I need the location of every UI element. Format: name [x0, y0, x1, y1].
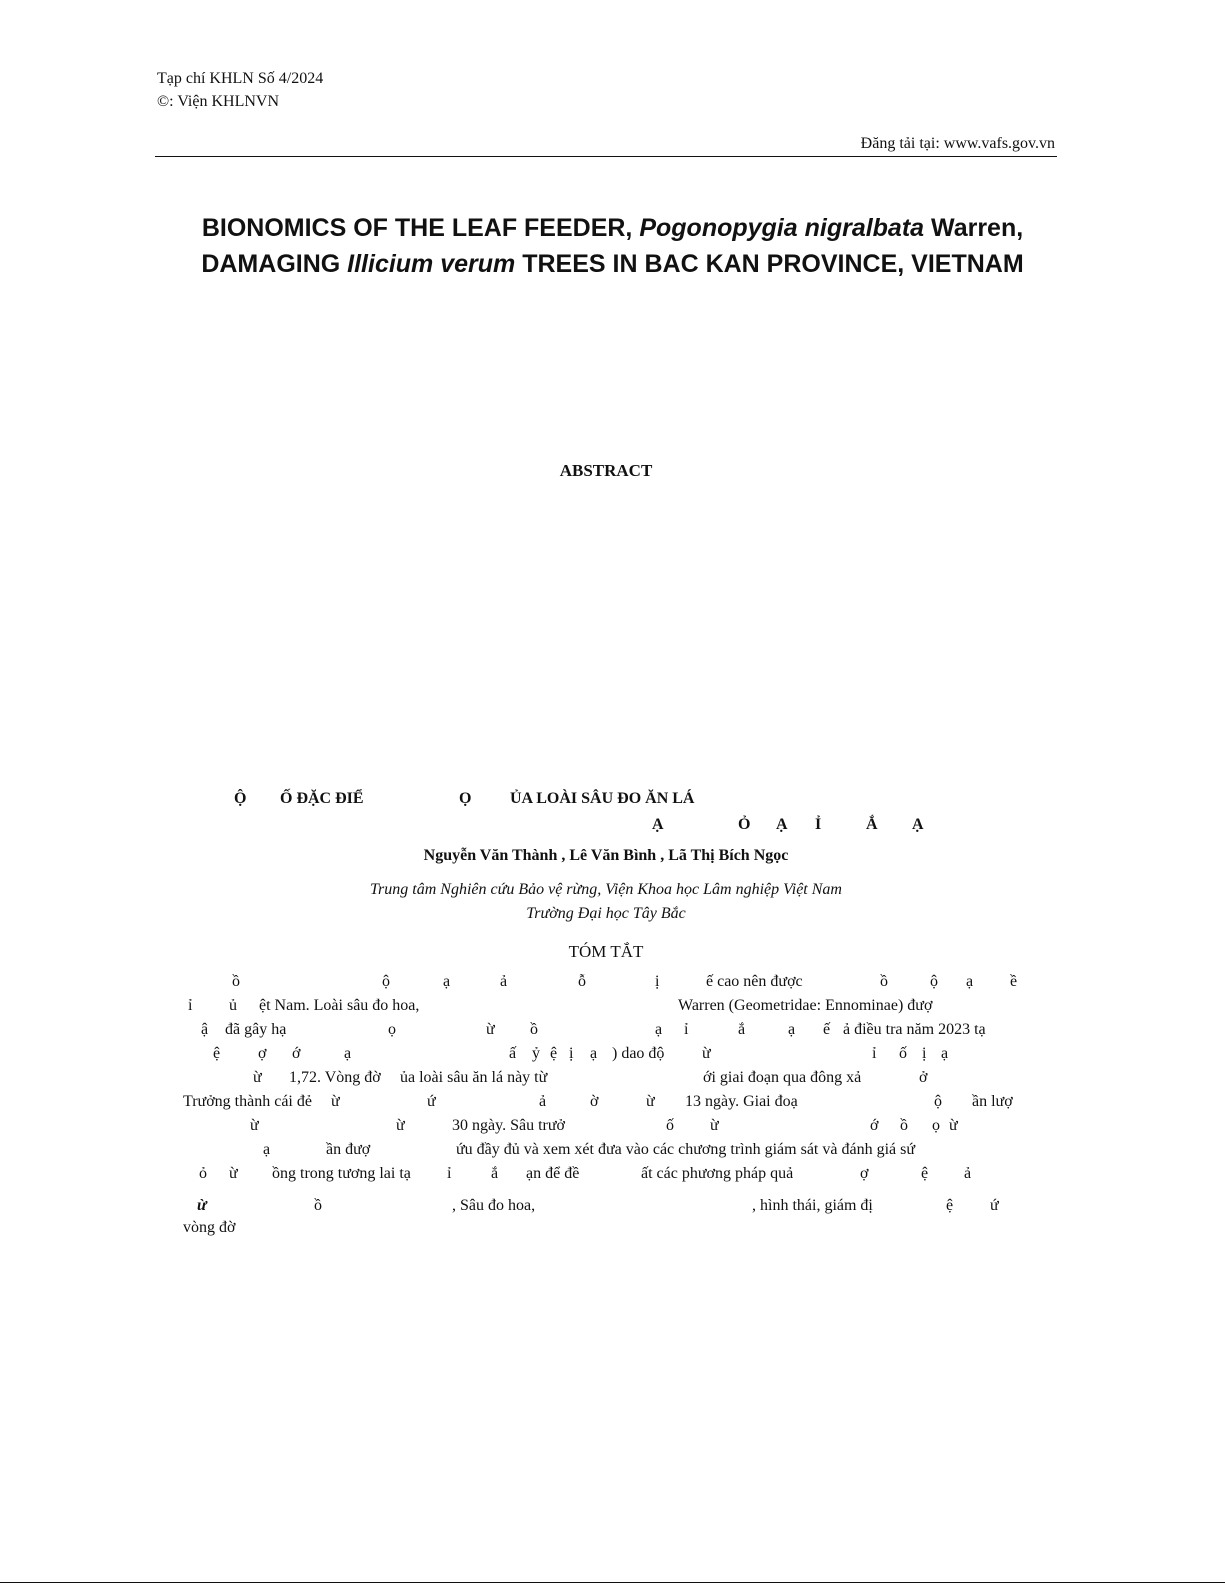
- affiliation-2: Trường Đại học Tây Bắc: [526, 905, 686, 922]
- posted-url: Đăng tải tại: www.vafs.gov.vn: [860, 135, 1055, 152]
- abstract-heading: ABSTRACT: [559, 461, 653, 480]
- header-divider: [155, 156, 1057, 157]
- copyright-line: ©: Viện KHLNVN: [157, 93, 279, 110]
- authors: Nguyễn Văn Thành , Lê Văn Bình , Lã Thị Bích Ngọc: [423, 847, 789, 864]
- english-title-line-1: BIONOMICS OF THE LEAF FEEDER, Pogonopygia nigralbata Warren,: [201, 214, 1024, 242]
- host-tree-name: Illicium verum: [347, 250, 516, 278]
- species-name: Pogonopygia nigralbata: [639, 214, 925, 242]
- journal-name: Tạp chí KHLN Số 4/2024: [157, 70, 324, 87]
- affiliation-1: Trung tâm Nghiên cứu Bảo vệ rừng, Viện Khoa học Lâm nghiệp Việt Nam: [370, 881, 842, 898]
- english-title: [130, 210, 1095, 282]
- tom-tat-heading: TÓM TẮT: [568, 942, 644, 961]
- page: Tạp chí KHLN Số 4/2024 ©: Viện KHLNVN Đăng tải tại: www.vafs.gov.vn BIONOMICS OF THE LEAF FEEDER, Pogonopygia nigralbata Warren, DAMAGING Illicium verum TREES IN BAC KAN PROVINCE, VIETNAM ABSTRACT Ộ Ố ĐẶC ĐIỂ Ọ ỦA LOÀI SÂU ĐO ĂN LÁ Ạ Ỏ Ạ Ỉ Ắ Ạ Nguyễn Văn Thành , Lê Văn Bình , Lã Thị Bích Ngọc Trung tâm Nghiên cứu Bảo vệ rừng, Viện Khoa học Lâm nghiệp Việt Nam Trường Đại học Tây Bắc TÓM TẮT ồ ộ ạ ả ỗ ị ế cao nên được ồ ộ ạ ề ỉ ủ ệt Nam. Loài sâu đo hoa, Warren (Geometridae: Ennominae) đượ ậ đã gây hạ ọ ừ ồ ạ ỉ ắ ạ ế ả điều tra năm 2023 tạ ệ ợ ớ ạ ấ ỷ ệ ị ạ ) dao độ ừ ỉ ố ị ạ ừ 1,72. Vòng đờ ủa loài sâu ăn lá này từ ới giai đoạn qua đông xả ở Trưởng thành cái đẻ ừ ứ ả ờ ừ 13 ngày. Giai đoạ ộ ần lượ ừ ừ 30 ngày. Sâu trưở ố ừ ớ ồ ọ ừ ạ ần đượ ứu đầy đủ và xem xét đưa vào các chương trình giám sát và đánh giá sứ ỏ ừ ồng trong tương lai tạ ỉ ắ ạn để đề ất các phương pháp quả ợ ệ ả ừ ồ , Sâu đo hoa, , hình thái, giám đị ệ ứ vòng đờ: [0, 0, 1225, 1585]
- footer-divider: [0, 1582, 1225, 1583]
- english-title-line-2: DAMAGING Illicium verum TREES IN BAC KAN PROVINCE, VIETNAM: [201, 250, 1024, 278]
- keywords-label: ừ: [197, 1197, 207, 1214]
